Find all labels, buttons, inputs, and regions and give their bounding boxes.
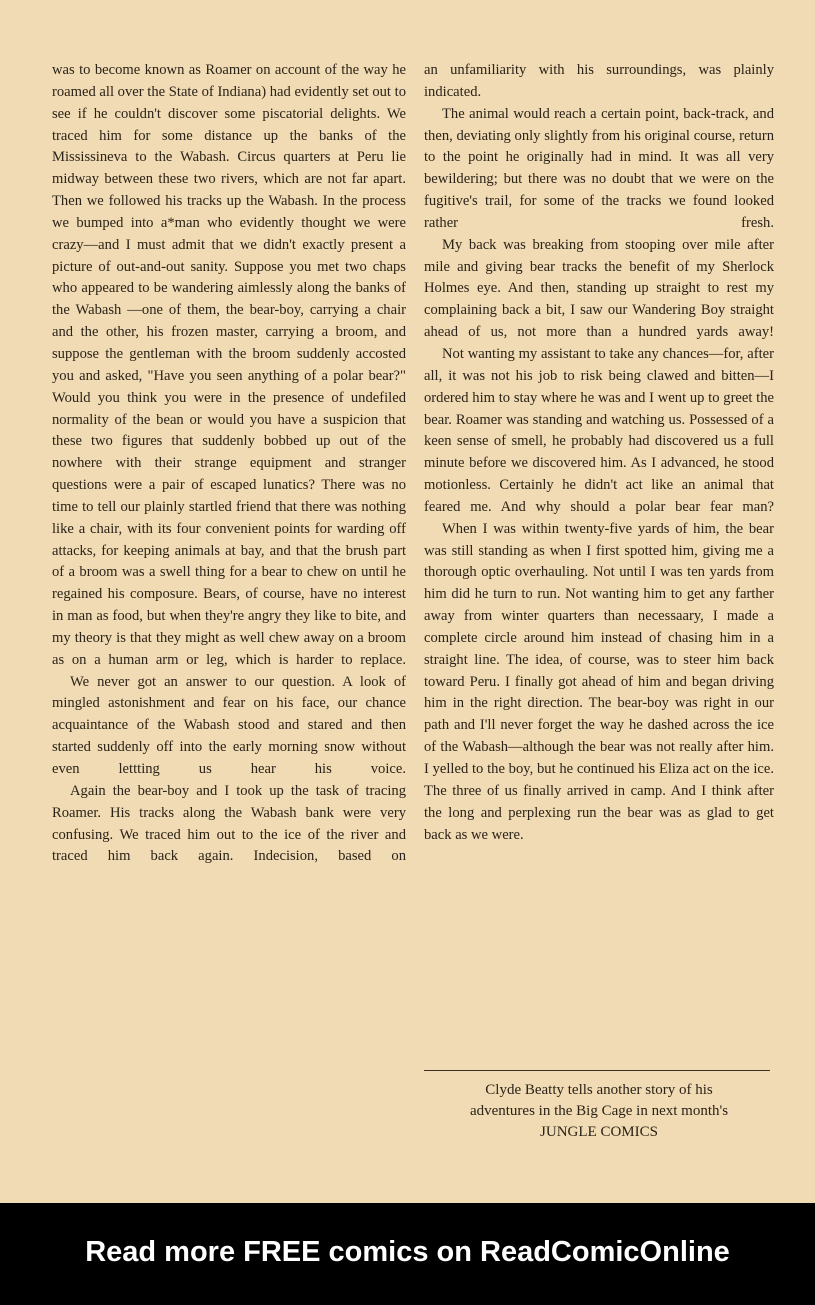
left-paragraph-2: We never got an answer to our question. A look of mingled astonishment and fear on his face, our chance acquaintance of the Wabash stood and stared and then started suddenly off into the early morning snow without even lettting us hear his voice. xyxy=(52,673,406,777)
promo-line-3: JUNGLE COMICS xyxy=(540,1124,658,1140)
promo-line-2: adventures in the Big Cage in next month's xyxy=(469,1103,729,1119)
right-paragraph-4: Not wanting my assistant to take any chances—for, after all, it was not his job to risk being clawed and bitten—I ordered him to stay where he was and I went up to greet the bear. Roamer was standing and watching us. Possessed of a keen sense of smell, he probably had discovered us a full minute before we discovered him. As I advanced, he stood motionless. Certainly he didn't act like an animal that feared me. And why should a polar bear fear man? xyxy=(424,345,774,515)
left-paragraph-3: Again the bear-boy and I took up the task of tracing Roamer. His tracks along the Wabash bank were very confusing. We traced him out to the ice of the river and traced him back again. Indecision, based on xyxy=(52,782,406,865)
promo-line-1: Clyde Beatty tells another story of his xyxy=(485,1082,713,1098)
left-paragraph-1: was to become known as Roamer on account of the way he roamed all over the State of Indiana) had evidently set out to see if he couldn't discover some piscatorial delights. We traced him for some distance up the banks of the Mississineva to the Wabash. Circus quarters at Peru lie midway between these two rivers, which are not far apart. Then we followed his tracks up the Wabash. In the process we bumped into a*man who evidently thought we were crazy—and I must admit that we didn't exactly present a picture of out-and-out sanity. Suppose you met two chaps who appeared to be wandering aimlessly along the banks of the Wabash —one of them, the bear-boy, carrying a chair and the other, his frozen master, carrying a broom, and suppose the gentleman with the broom suddenly accosted you and asked, "Have you seen anything of a polar bear?" Would you think you were in the presence of undefiled normality of the bean or would you have a suspicion that these two figures that suddenly bobbed up out of the nowhere with their strange equipment and stranger questions were a pair of escaped lunatics? There was no time to tell our plainly startled friend that there was nothing like a chair, with its four convenient points for warding off attacks, for keeping animals at bay, and that the brush part of a broom was a swell thing for a bear to chew on until he regained his composure. Bears, of course, have no interest in man as food, but when they're angry they like to bite, and my theory is that they might as well chew away on a broom as on a human arm or leg, which is harder to replace. xyxy=(52,62,406,668)
right-paragraph-2: The animal would reach a certain point, back-track, and then, deviating only slightly from his original course, return to the point he originally had in mind. It was all very bewildering; but there was no doubt that we were on the fugitive's trail, for some of the tracks we found looked rather fresh. xyxy=(424,105,774,231)
right-paragraph-3: My back was breaking from stooping over mile after mile and giving bear tracks the benefit of my Sherlock Holmes eye. And then, standing up straight to rest my complaining back a bit, I saw our Wandering Boy straight ahead of us, not more than a hundred yards away! xyxy=(424,236,774,341)
left-text-column xyxy=(52,60,406,868)
divider-rule xyxy=(424,1070,770,1071)
next-issue-promo xyxy=(424,1080,774,1143)
right-text-column xyxy=(424,60,774,846)
right-paragraph-1: an unfamiliarity with his surroundings, was plainly indicated. xyxy=(424,62,774,100)
site-banner[interactable] xyxy=(0,1203,815,1305)
right-paragraph-5: When I was within twenty-five yards of him, the bear was still standing as when I first spotted him, giving me a thorough optic overhauling. Not until I was ten yards from him did he turn to run. Not wanting him to get any farther away from winter quarters than necessaary, I made a complete circle around him instead of chasing him in a straight line. The idea, of course, was to steer him back toward Peru. I finally got ahead of him and began driving him in the right direction. The bear-boy was right in our path and I'll never forget the way he dashed across the ice of the Wabash—although the bear was not really after him. I yelled to the boy, but he continued his Eliza act on the ice. The three of us finally arrived in camp. And I think after the long and perplexing run the bear was as glad to get back as we were. xyxy=(424,520,774,843)
banner-text[interactable]: Read more FREE comics on ReadComicOnline xyxy=(85,1235,730,1268)
